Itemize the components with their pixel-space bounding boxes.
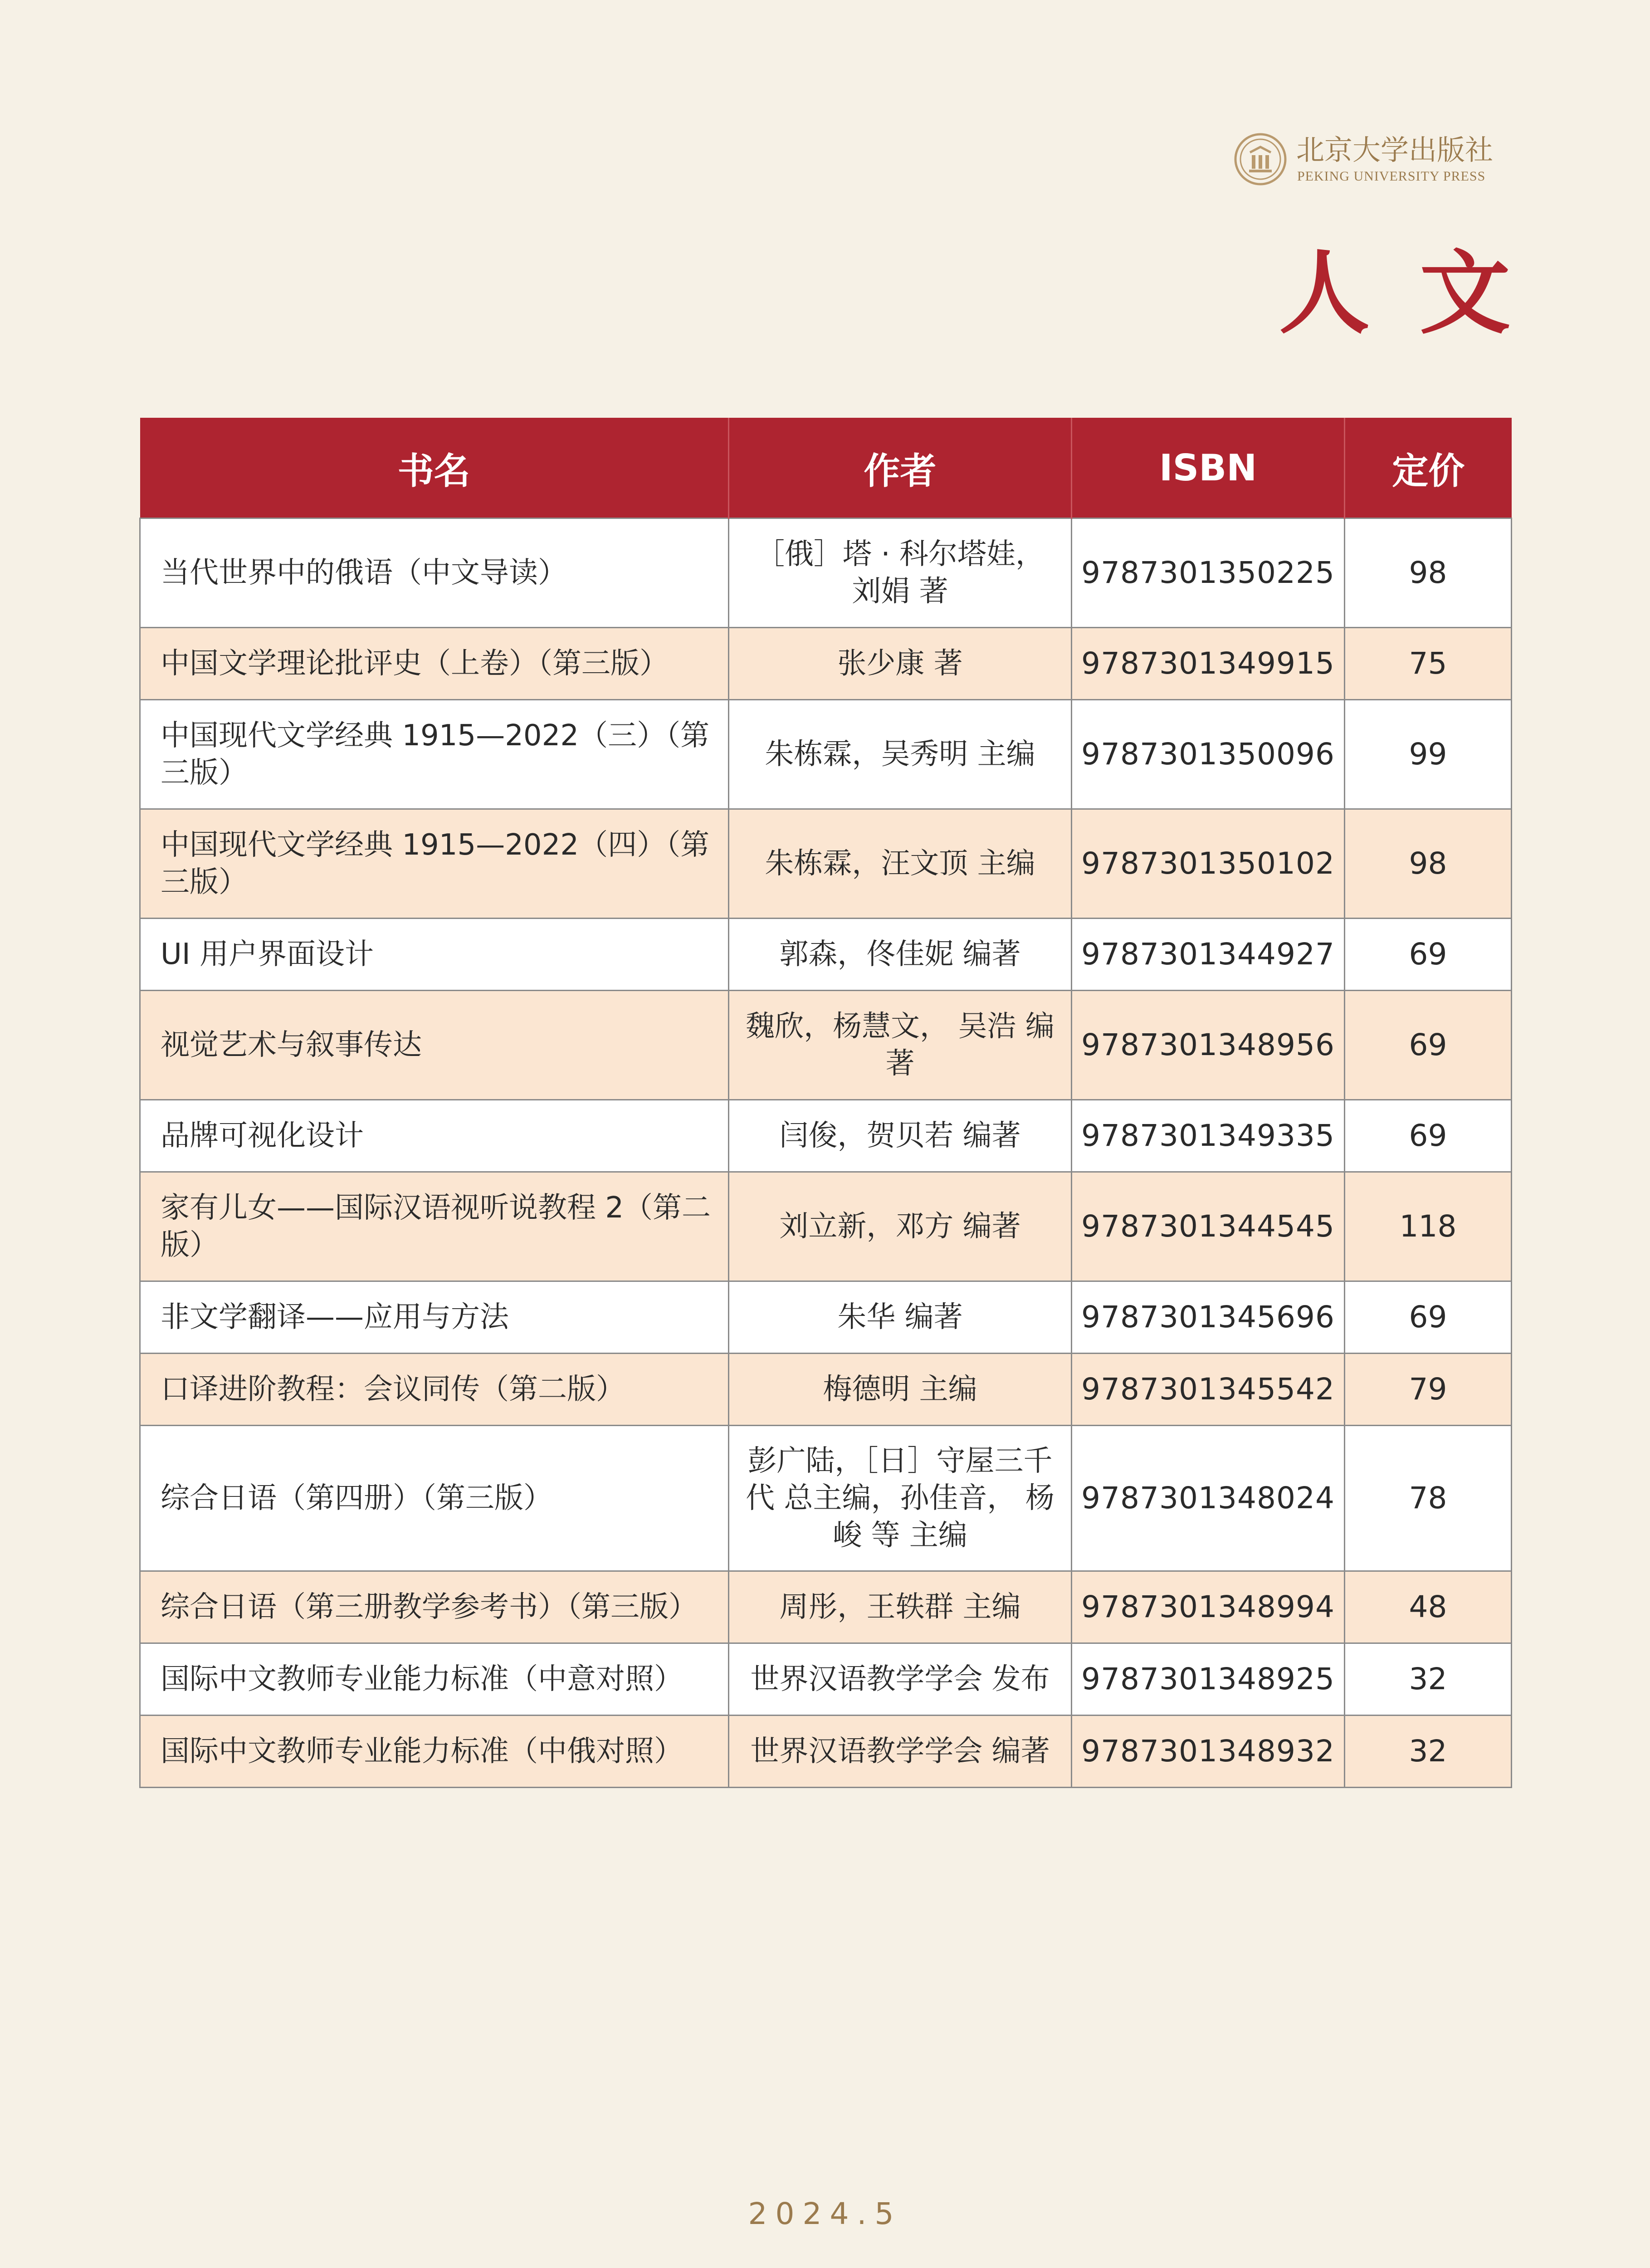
book-author: 张少康 著: [729, 628, 1072, 700]
book-isbn: 9787301350102: [1072, 809, 1345, 919]
publisher-logo: [1234, 132, 1513, 187]
book-author: 郭森，佟佳妮 编著: [729, 919, 1072, 991]
publisher-name-en: PEKING UNIVERSITY PRESS: [1297, 169, 1486, 184]
table-row: [140, 991, 1512, 1100]
publication-date: 2024.5: [748, 2196, 902, 2231]
book-title: 中国文学理论批评史（上卷）（第三版）: [140, 628, 729, 700]
book-title: UI 用户界面设计: [140, 919, 729, 991]
book-author: ［俄］塔 · 科尔塔娃， 刘娟 著: [729, 518, 1072, 628]
book-price: 69: [1345, 1100, 1512, 1172]
header-author: 作者: [729, 418, 1072, 518]
book-price: 69: [1345, 991, 1512, 1100]
table-row: [140, 1354, 1512, 1426]
table-row: [140, 1571, 1512, 1643]
book-author: 世界汉语教学学会 发布: [729, 1643, 1072, 1716]
book-price: 98: [1345, 809, 1512, 919]
book-title: 非文学翻译——应用与方法: [140, 1281, 729, 1354]
book-isbn: 9787301349335: [1072, 1100, 1345, 1172]
table-row: [140, 1426, 1512, 1571]
book-title: 口译进阶教程：会议同传（第二版）: [140, 1354, 729, 1426]
book-price: 98: [1345, 518, 1512, 628]
table-row: [140, 919, 1512, 991]
book-isbn: 9787301344545: [1072, 1172, 1345, 1281]
book-author: 朱栋霖，吴秀明 主编: [729, 700, 1072, 809]
table-row: [140, 628, 1512, 700]
book-author: 魏欣，杨慧文， 吴浩 编著: [729, 991, 1072, 1100]
book-price: 78: [1345, 1426, 1512, 1571]
book-isbn: 9787301345542: [1072, 1354, 1345, 1426]
book-isbn: 9787301348925: [1072, 1643, 1345, 1716]
book-author: 刘立新，邓方 编著: [729, 1172, 1072, 1281]
header-price: 定价: [1345, 418, 1512, 518]
table-row: [140, 1100, 1512, 1172]
publisher-name-cn: 北京大学出版社: [1296, 133, 1494, 166]
book-title: 中国现代文学经典 1915—2022（三）（第三版）: [140, 700, 729, 809]
book-price: 75: [1345, 628, 1512, 700]
header-isbn: ISBN: [1072, 418, 1345, 518]
book-author: 梅德明 主编: [729, 1354, 1072, 1426]
table-row: [140, 1281, 1512, 1354]
book-author: 朱华 编著: [729, 1281, 1072, 1354]
book-title: 综合日语（第三册教学参考书）（第三版）: [140, 1571, 729, 1643]
book-author: 周彤，王轶群 主编: [729, 1571, 1072, 1643]
book-title: 综合日语（第四册）（第三版）: [140, 1426, 729, 1571]
book-isbn: 9787301345696: [1072, 1281, 1345, 1354]
header-title: 书名: [140, 418, 729, 518]
table-row: [140, 518, 1512, 628]
book-price: 69: [1345, 1281, 1512, 1354]
book-title: 品牌可视化设计: [140, 1100, 729, 1172]
table-row: [140, 1716, 1512, 1788]
book-author: 世界汉语教学学会 编著: [729, 1716, 1072, 1788]
book-author: 闫俊，贺贝若 编著: [729, 1100, 1072, 1172]
book-title: 家有儿女——国际汉语视听说教程 2（第二版）: [140, 1172, 729, 1281]
book-price: 32: [1345, 1716, 1512, 1788]
book-isbn: 9787301348024: [1072, 1426, 1345, 1571]
book-title: 中国现代文学经典 1915—2022（四）（第三版）: [140, 809, 729, 919]
table-header-row: [140, 418, 1512, 518]
book-title: 视觉艺术与叙事传达: [140, 991, 729, 1100]
book-price: 118: [1345, 1172, 1512, 1281]
book-price: 69: [1345, 919, 1512, 991]
book-isbn: 9787301348932: [1072, 1716, 1345, 1788]
book-price: 79: [1345, 1354, 1512, 1426]
book-table: [139, 418, 1512, 1788]
peking-university-emblem-icon: [1234, 132, 1287, 186]
book-title: 国际中文教师专业能力标准（中俄对照）: [140, 1716, 729, 1788]
book-price: 99: [1345, 700, 1512, 809]
book-isbn: 9787301344927: [1072, 919, 1345, 991]
book-isbn: 9787301350096: [1072, 700, 1345, 809]
book-author: 朱栋霖，汪文顶 主编: [729, 809, 1072, 919]
book-isbn: 9787301350225: [1072, 518, 1345, 628]
book-isbn: 9787301348994: [1072, 1571, 1345, 1643]
book-price: 32: [1345, 1643, 1512, 1716]
table-row: [140, 700, 1512, 809]
book-title: 国际中文教师专业能力标准（中意对照）: [140, 1643, 729, 1716]
table-row: [140, 1172, 1512, 1281]
section-title: 人文: [1279, 240, 1560, 347]
table-row: [140, 1643, 1512, 1716]
table-row: [140, 809, 1512, 919]
book-author: 彭广陆，［日］守屋三千代 总主编，孙佳音， 杨峻 等 主编: [729, 1426, 1072, 1571]
book-isbn: 9787301348956: [1072, 991, 1345, 1100]
book-price: 48: [1345, 1571, 1512, 1643]
book-isbn: 9787301349915: [1072, 628, 1345, 700]
book-title: 当代世界中的俄语（中文导读）: [140, 518, 729, 628]
